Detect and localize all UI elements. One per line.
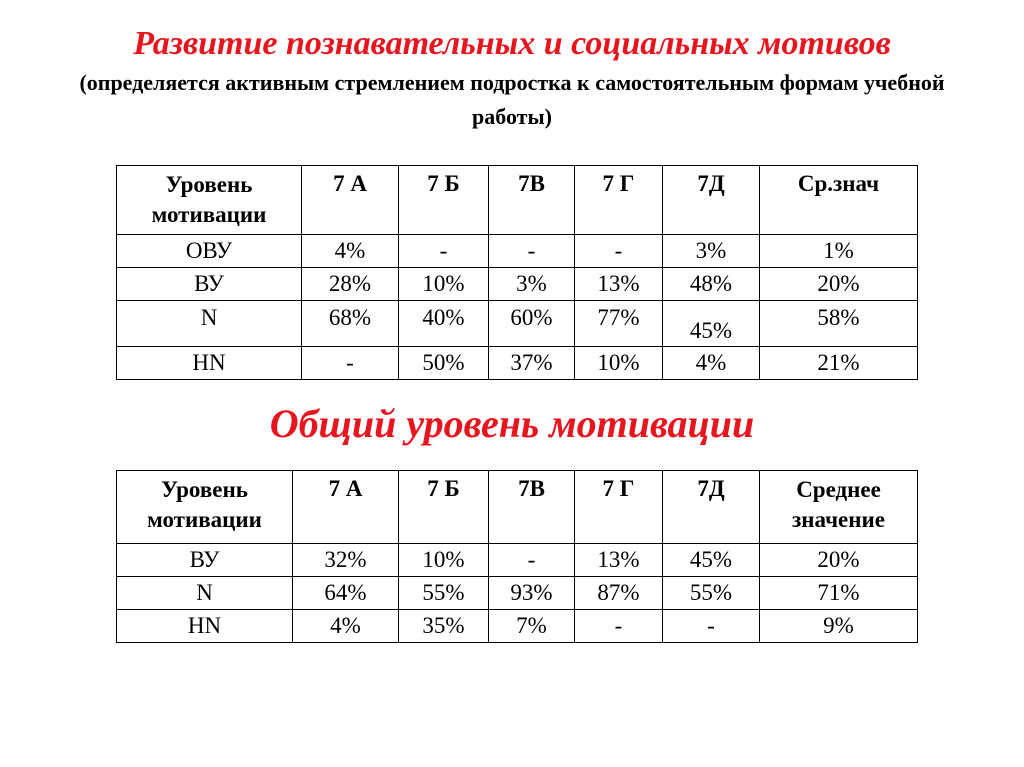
table-cell: -: [575, 235, 663, 268]
table-cell: HN: [117, 347, 302, 380]
table-cell: 55%: [663, 577, 760, 610]
table-cell: 3%: [489, 268, 575, 301]
header-cell: 7 Б: [399, 471, 489, 544]
table-cell: 37%: [489, 347, 575, 380]
table-cell: -: [302, 347, 399, 380]
table-cell: 40%: [399, 301, 489, 347]
table-cell: 10%: [399, 544, 489, 577]
table-cell: -: [489, 235, 575, 268]
table-cell: 77%: [575, 301, 663, 347]
header-cell: 7 А: [302, 166, 399, 235]
table-cell: 13%: [575, 268, 663, 301]
table-cell: 35%: [399, 610, 489, 643]
table-cell: 28%: [302, 268, 399, 301]
table-cell: ОВУ: [117, 235, 302, 268]
table-cell: 68%: [302, 301, 399, 347]
table-cell: 4%: [293, 610, 399, 643]
page-subtitle: (определяется активным стремлением подростка к самостоятельным формам учебной работы): [79, 70, 945, 129]
cognitive-social-motives-table: [116, 165, 918, 380]
overall-motivation-table: [116, 470, 918, 643]
table-cell: 60%: [489, 301, 575, 347]
table-row: [117, 268, 918, 301]
table-row: [117, 301, 918, 347]
table-cell: 4%: [663, 347, 760, 380]
header-cell: 7Д: [663, 471, 760, 544]
table-cell: 4%: [302, 235, 399, 268]
table-cell: 21%: [760, 347, 918, 380]
table-row: [117, 577, 918, 610]
section-title-overall-motivation: Общий уровень мотивации: [269, 401, 755, 446]
table-cell: ВУ: [117, 544, 293, 577]
table-cell: 71%: [760, 577, 918, 610]
table-cell: 48%: [663, 268, 760, 301]
header-cell: Уровень мотивации: [117, 471, 293, 544]
table-cell: -: [399, 235, 489, 268]
table-row: [117, 544, 918, 577]
table-cell: 7%: [489, 610, 575, 643]
header-cell: 7В: [489, 471, 575, 544]
table-cell: 45%: [663, 544, 760, 577]
header-cell: 7 Б: [399, 166, 489, 235]
table-cell: ВУ: [117, 268, 302, 301]
table-cell: 87%: [575, 577, 663, 610]
table-cell: 50%: [399, 347, 489, 380]
table-cell: 20%: [760, 268, 918, 301]
table-cell: 93%: [489, 577, 575, 610]
table-cell: -: [489, 544, 575, 577]
header-cell: 7 А: [293, 471, 399, 544]
table-cell: 3%: [663, 235, 760, 268]
table-cell: 55%: [399, 577, 489, 610]
header-cell: 7В: [489, 166, 575, 235]
table-header-row: [117, 471, 918, 544]
table-cell: HN: [117, 610, 293, 643]
table-cell: 10%: [575, 347, 663, 380]
table-cell: 64%: [293, 577, 399, 610]
table-cell: 32%: [293, 544, 399, 577]
page-title: Развитие познавательных и социальных мотивов: [133, 25, 891, 62]
header-cell: Ср.знач: [760, 166, 918, 235]
table-cell: 20%: [760, 544, 918, 577]
header-cell: 7 Г: [575, 166, 663, 235]
table-cell: 13%: [575, 544, 663, 577]
table-row: [117, 610, 918, 643]
table-cell: 9%: [760, 610, 918, 643]
table-cell: N: [117, 577, 293, 610]
header-cell: 7Д: [663, 166, 760, 235]
header-cell: 7 Г: [575, 471, 663, 544]
header-cell: Уровень мотивации: [117, 166, 302, 235]
table-cell: 10%: [399, 268, 489, 301]
table-cell: 58%: [760, 301, 918, 347]
table-cell: -: [663, 610, 760, 643]
table-cell: -: [575, 610, 663, 643]
table-cell: N: [117, 301, 302, 347]
table-cell: 1%: [760, 235, 918, 268]
table-row: [117, 347, 918, 380]
table-header-row: [117, 166, 918, 235]
table-cell: 45%: [663, 301, 760, 347]
header-cell: Среднее значение: [760, 471, 918, 544]
table-row: [117, 235, 918, 268]
